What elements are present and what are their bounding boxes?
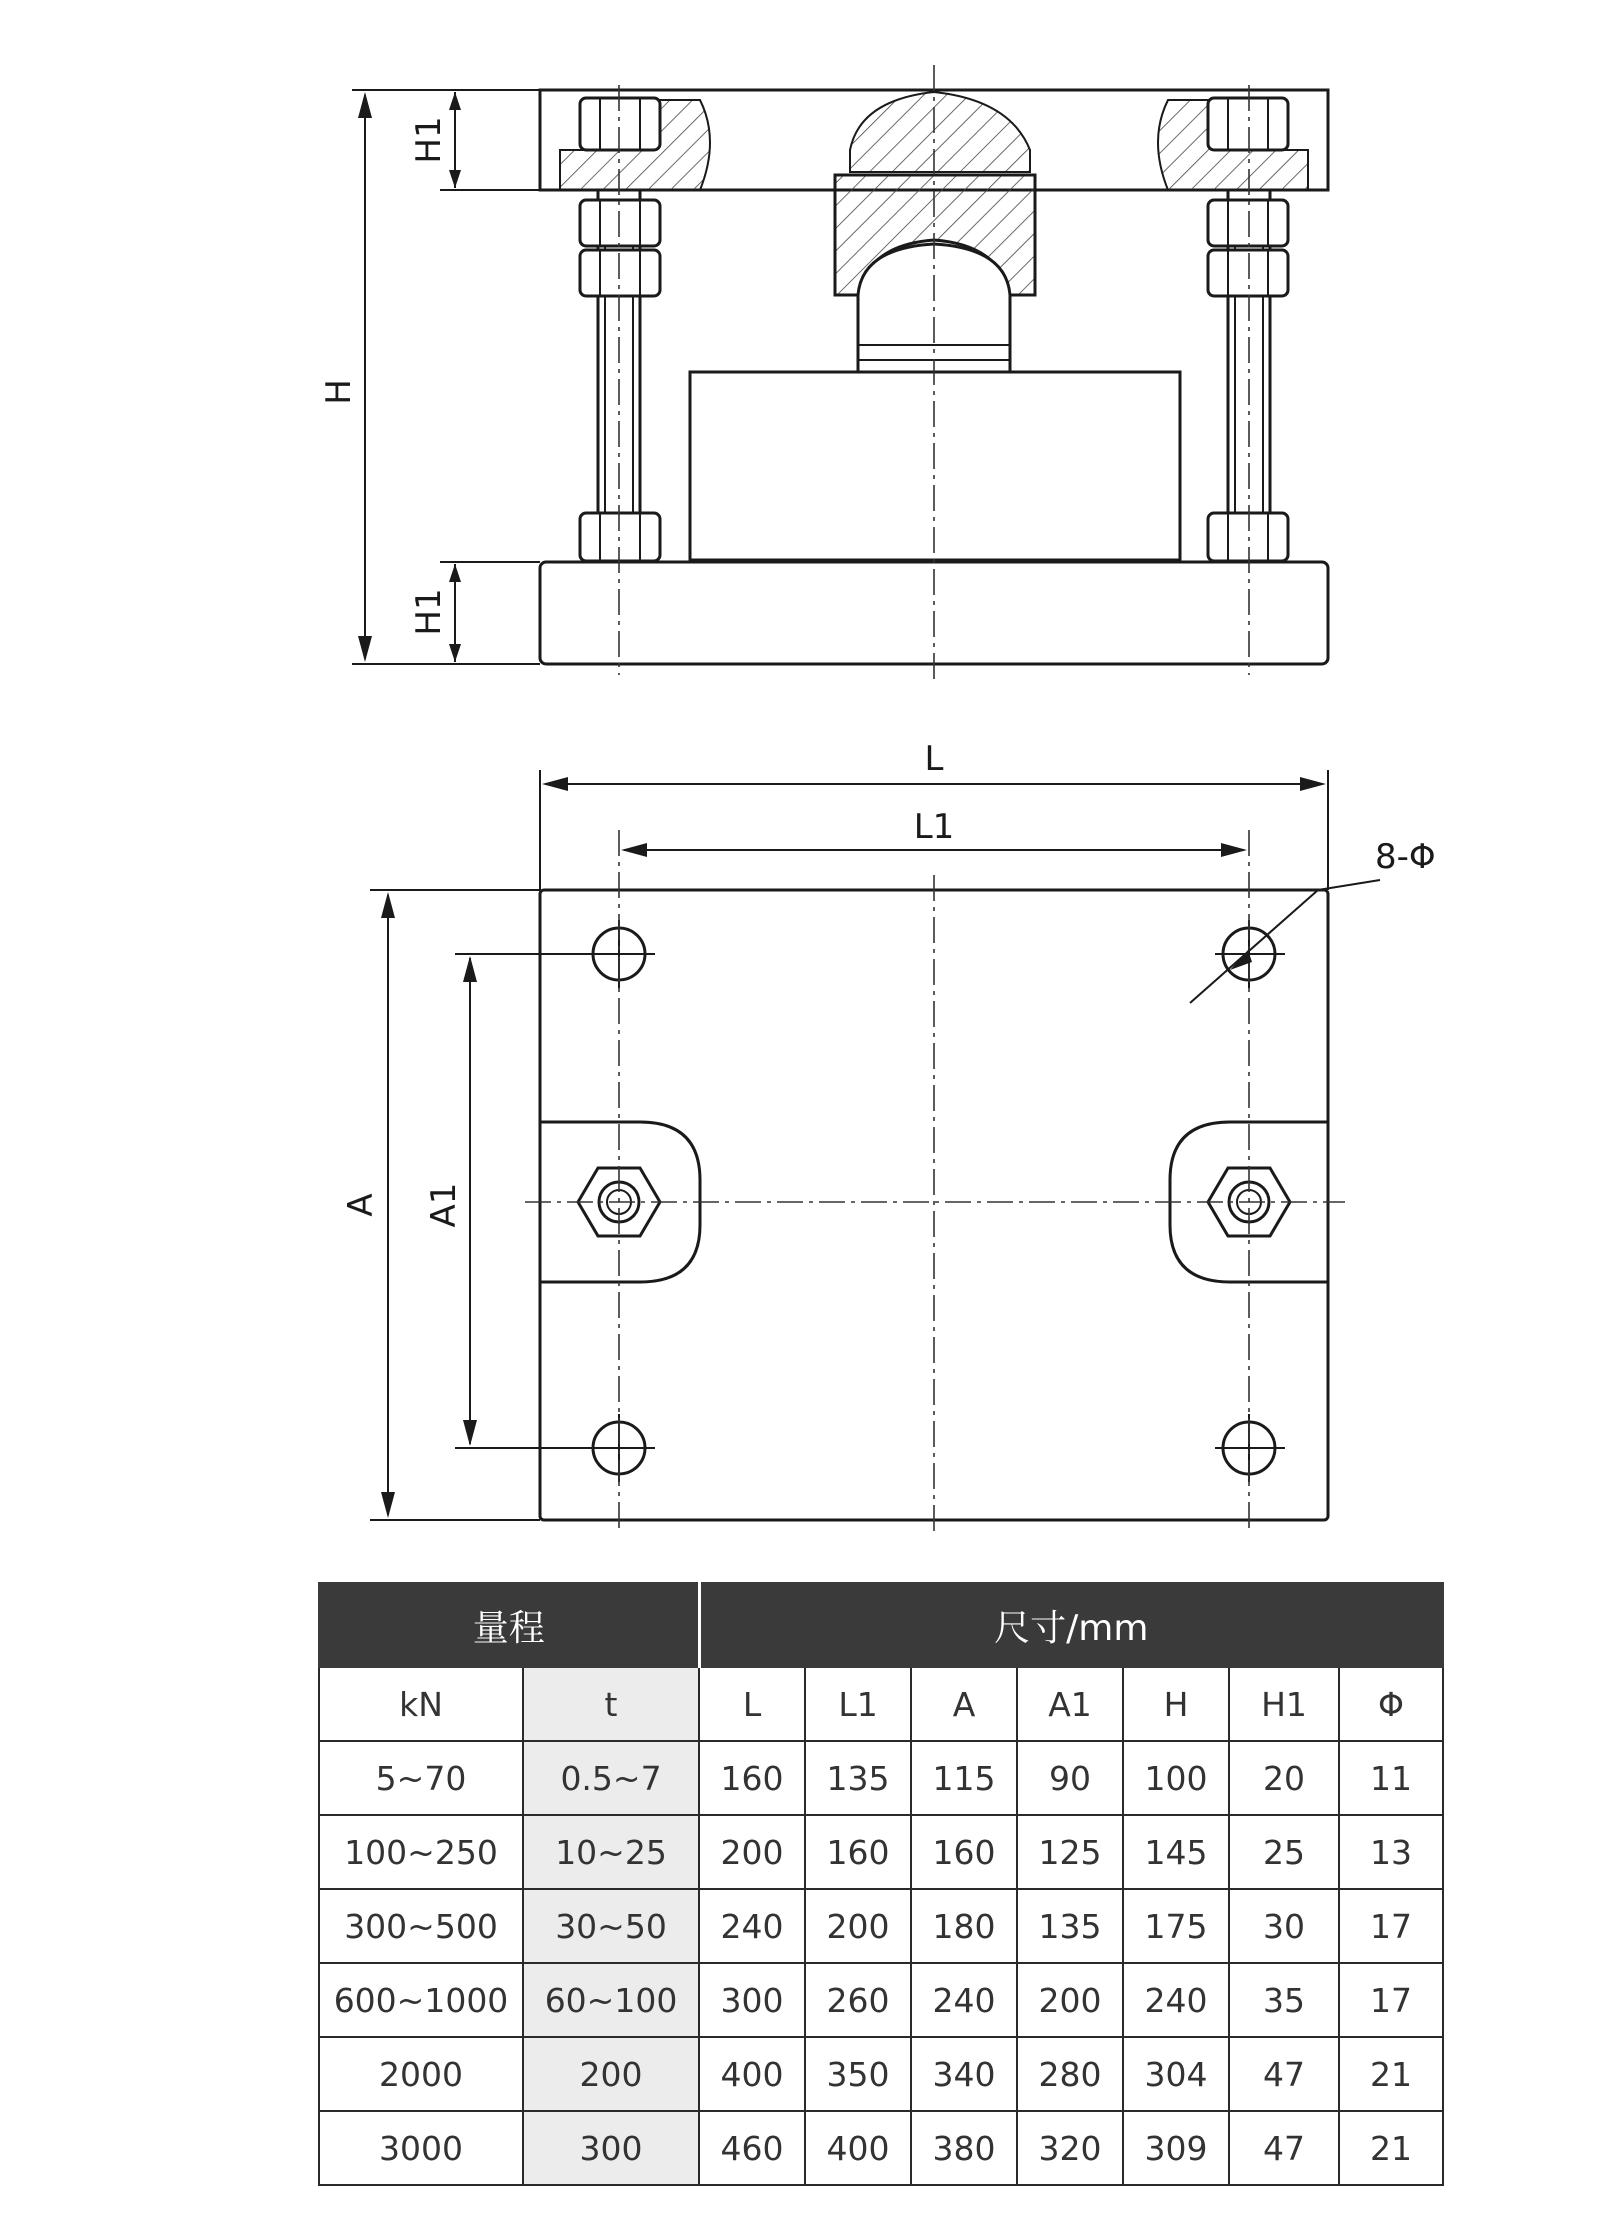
table-row — [319, 1741, 1443, 1815]
cell-H: 240 — [1123, 1963, 1229, 2037]
nut — [1208, 250, 1288, 296]
nut — [580, 513, 660, 561]
cell-kn: 2000 — [319, 2037, 523, 2111]
cell-L1: 400 — [805, 2111, 911, 2185]
nut — [1208, 513, 1288, 561]
cell-A: 240 — [911, 1963, 1017, 2037]
cell-phi: 21 — [1339, 2111, 1443, 2185]
cell-H: 175 — [1123, 1889, 1229, 1963]
col-header-kn: kN — [319, 1667, 523, 1741]
cell-A: 180 — [911, 1889, 1017, 1963]
col-header-phi: Φ — [1339, 1667, 1443, 1741]
cell-H1: 47 — [1229, 2037, 1339, 2111]
cell-t: 30~50 — [523, 1889, 699, 1963]
cell-H: 309 — [1123, 2111, 1229, 2185]
cell-t: 200 — [523, 2037, 699, 2111]
front-view — [319, 65, 1328, 680]
cell-A: 160 — [911, 1815, 1017, 1889]
nut — [580, 200, 660, 246]
cell-L1: 200 — [805, 1889, 911, 1963]
cell-H: 145 — [1123, 1815, 1229, 1889]
col-header-A: A — [911, 1667, 1017, 1741]
dim-label-H1-bottom: H1 — [409, 588, 449, 636]
cell-L: 240 — [699, 1889, 805, 1963]
cell-L1: 160 — [805, 1815, 911, 1889]
cell-t: 60~100 — [523, 1963, 699, 2037]
col-header-t: t — [523, 1667, 699, 1741]
cell-H1: 30 — [1229, 1889, 1339, 1963]
cell-A: 115 — [911, 1741, 1017, 1815]
cell-H1: 47 — [1229, 2111, 1339, 2185]
cell-A1: 90 — [1017, 1741, 1123, 1815]
dim-label-A: A — [341, 1193, 381, 1217]
col-header-H: H — [1123, 1667, 1229, 1741]
cell-L1: 260 — [805, 1963, 911, 2037]
cell-phi: 17 — [1339, 1889, 1443, 1963]
dim-label-8-holes: 8-Φ — [1375, 837, 1436, 877]
cell-phi: 21 — [1339, 2037, 1443, 2111]
group-header-dimensions: 尺寸/mm — [699, 1583, 1443, 1667]
nut — [1208, 200, 1288, 246]
table-row — [319, 1815, 1443, 1889]
dim-label-L1: L1 — [913, 807, 955, 847]
cell-kn: 3000 — [319, 2111, 523, 2185]
load-cell-body — [690, 372, 1180, 560]
cell-A: 340 — [911, 2037, 1017, 2111]
table-row — [319, 2111, 1443, 2185]
nut — [1208, 98, 1288, 150]
cell-H: 304 — [1123, 2037, 1229, 2111]
cell-phi: 11 — [1339, 1741, 1443, 1815]
cell-kn: 300~500 — [319, 1889, 523, 1963]
cell-A1: 200 — [1017, 1963, 1123, 2037]
nut — [580, 250, 660, 296]
dim-label-A1: A1 — [424, 1182, 464, 1228]
cell-A1: 135 — [1017, 1889, 1123, 1963]
col-header-L: L — [699, 1667, 805, 1741]
cell-L: 160 — [699, 1741, 805, 1815]
cell-L1: 135 — [805, 1741, 911, 1815]
cell-A: 380 — [911, 2111, 1017, 2185]
cell-kn: 600~1000 — [319, 1963, 523, 2037]
dim-label-L: L — [924, 739, 944, 779]
cell-t: 300 — [523, 2111, 699, 2185]
cell-A1: 320 — [1017, 2111, 1123, 2185]
cell-L1: 350 — [805, 2037, 911, 2111]
cell-L: 400 — [699, 2037, 805, 2111]
cell-L: 460 — [699, 2111, 805, 2185]
cell-A1: 125 — [1017, 1815, 1123, 1889]
cell-t: 0.5~7 — [523, 1741, 699, 1815]
table-row — [319, 1963, 1443, 2037]
nut — [580, 98, 660, 150]
spec-table — [318, 1582, 1444, 2186]
cell-kn: 100~250 — [319, 1815, 523, 1889]
cell-H1: 25 — [1229, 1815, 1339, 1889]
top-view — [341, 739, 1436, 1535]
col-header-L1: L1 — [805, 1667, 911, 1741]
table-row — [319, 2037, 1443, 2111]
cell-kn: 5~70 — [319, 1741, 523, 1815]
cell-H: 100 — [1123, 1741, 1229, 1815]
cell-t: 10~25 — [523, 1815, 699, 1889]
table-row — [319, 1889, 1443, 1963]
cell-H1: 20 — [1229, 1741, 1339, 1815]
cell-L: 300 — [699, 1963, 805, 2037]
dim-label-H: H — [319, 379, 359, 405]
cell-A1: 280 — [1017, 2037, 1123, 2111]
dim-label-H1-top: H1 — [409, 116, 449, 164]
cell-L: 200 — [699, 1815, 805, 1889]
col-header-A1: A1 — [1017, 1667, 1123, 1741]
cell-phi: 13 — [1339, 1815, 1443, 1889]
cell-phi: 17 — [1339, 1963, 1443, 2037]
cell-H1: 35 — [1229, 1963, 1339, 2037]
col-header-H1: H1 — [1229, 1667, 1339, 1741]
group-header-range: 量程 — [319, 1583, 699, 1667]
